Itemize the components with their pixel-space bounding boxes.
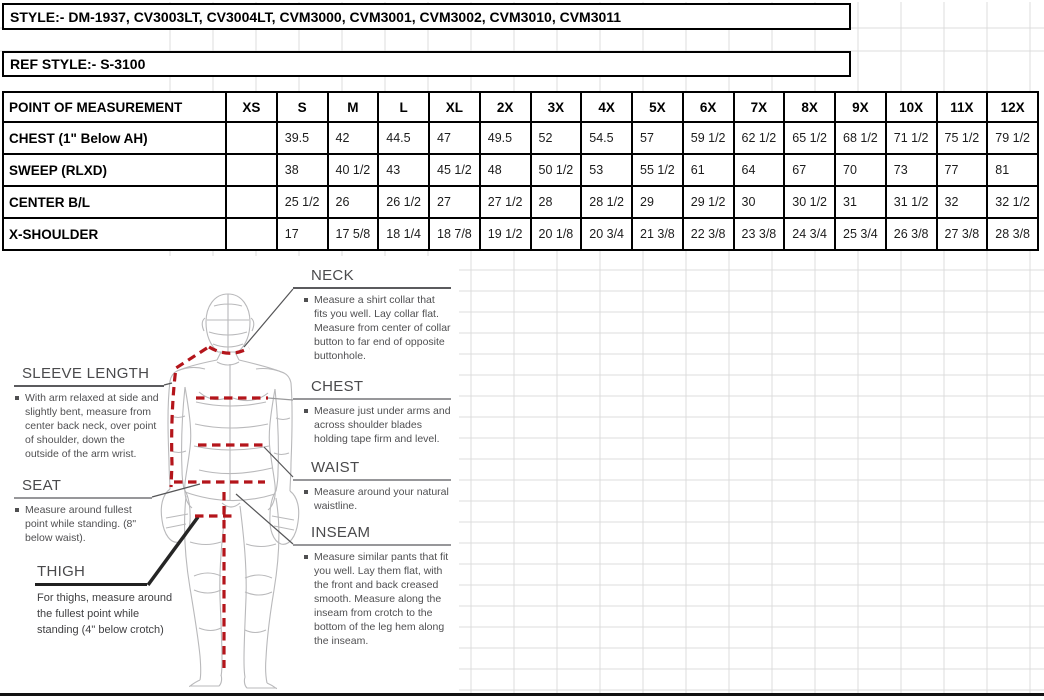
size-value-cell: 30 <box>734 186 785 218</box>
seat-label: SEAT <box>14 477 152 499</box>
size-value-cell: 81 <box>987 154 1038 186</box>
size-value-cell: 53 <box>581 154 632 186</box>
ref-style-text: REF STYLE:- S-3100 <box>10 56 146 72</box>
size-value-cell: 59 1/2 <box>683 122 734 154</box>
size-value-cell: 32 <box>937 186 988 218</box>
size-value-cell <box>226 122 277 154</box>
size-value-cell: 65 1/2 <box>784 122 835 154</box>
column-header-size: 7X <box>734 92 785 122</box>
column-header-size: 6X <box>683 92 734 122</box>
column-header-size: 4X <box>581 92 632 122</box>
size-value-cell: 25 3/4 <box>835 218 886 250</box>
size-value-cell: 79 1/2 <box>987 122 1038 154</box>
measurement-label-cell: CHEST (1" Below AH) <box>3 122 226 154</box>
size-value-cell: 70 <box>835 154 886 186</box>
size-value-cell: 17 <box>277 218 328 250</box>
thigh-description: For thighs, measure around the fullest point while standing (4" below crotch) <box>37 592 173 636</box>
size-value-cell: 19 1/2 <box>480 218 531 250</box>
style-row <box>2 3 851 30</box>
size-value-cell: 27 1/2 <box>480 186 531 218</box>
size-value-cell: 22 3/8 <box>683 218 734 250</box>
size-value-cell: 32 1/2 <box>987 186 1038 218</box>
size-value-cell: 28 3/8 <box>987 218 1038 250</box>
size-value-cell: 61 <box>683 154 734 186</box>
guide-section-neck <box>293 267 451 364</box>
size-value-cell: 62 1/2 <box>734 122 785 154</box>
size-value-cell: 29 1/2 <box>683 186 734 218</box>
column-header-point-of-measurement: POINT OF MEASUREMENT <box>3 92 226 122</box>
size-value-cell: 20 1/8 <box>531 218 582 250</box>
guide-section-chest <box>293 378 451 447</box>
waist-label: WAIST <box>293 459 451 481</box>
neck-measure-line <box>209 347 249 353</box>
neck-description: Measure a shirt collar that fits you well. Lay collar flat. Measure from center of collar button to far end of opposite buttonhole. <box>314 294 451 362</box>
sleeve-length-label: SLEEVE LENGTH <box>14 365 164 387</box>
bullet-square-icon <box>304 490 308 494</box>
size-value-cell: 24 3/4 <box>784 218 835 250</box>
size-value-cell <box>226 218 277 250</box>
column-header-size: 12X <box>987 92 1038 122</box>
column-header-size: 8X <box>784 92 835 122</box>
size-value-cell: 57 <box>632 122 683 154</box>
guide-section-sleeve-length <box>14 365 164 462</box>
guide-section-waist <box>293 459 451 514</box>
size-value-cell: 54.5 <box>581 122 632 154</box>
size-value-cell: 47 <box>429 122 480 154</box>
size-value-cell: 28 <box>531 186 582 218</box>
guide-section-seat <box>14 477 152 546</box>
bullet-square-icon <box>15 508 19 512</box>
column-header-size: L <box>378 92 429 122</box>
column-header-size: M <box>328 92 379 122</box>
size-value-cell: 77 <box>937 154 988 186</box>
size-value-cell: 43 <box>378 154 429 186</box>
guide-section-inseam <box>293 524 451 649</box>
column-header-size: 10X <box>886 92 937 122</box>
style-line-text: STYLE:- DM-1937, CV3003LT, CV3004LT, CVM3000, CVM3001, CVM3002, CVM3010, CVM3011 <box>10 8 622 25</box>
size-value-cell: 26 1/2 <box>378 186 429 218</box>
bullet-square-icon <box>304 298 308 302</box>
inseam-description: Measure similar pants that fit you well. Lay them flat, with the front and back creased smooth. Measure along the inseam from crotch to the bottom of the leg hem along the inseam. <box>314 551 449 647</box>
size-value-cell: 42 <box>328 122 379 154</box>
size-value-cell: 18 1/4 <box>378 218 429 250</box>
size-value-cell <box>226 186 277 218</box>
size-value-cell: 20 3/4 <box>581 218 632 250</box>
seat-description: Measure around fullest point while standing. (8" below waist). <box>25 504 137 544</box>
size-value-cell: 25 1/2 <box>277 186 328 218</box>
table-row <box>3 154 1038 186</box>
size-value-cell: 40 1/2 <box>328 154 379 186</box>
size-value-cell: 31 1/2 <box>886 186 937 218</box>
table-row <box>3 122 1038 154</box>
size-value-cell: 64 <box>734 154 785 186</box>
waist-description: Measure around your natural waistline. <box>314 486 449 512</box>
size-value-cell: 26 3/8 <box>886 218 937 250</box>
measurement-diagram <box>0 256 459 693</box>
size-table-header-row <box>3 92 1038 122</box>
measurement-label-cell: CENTER B/L <box>3 186 226 218</box>
inseam-label: INSEAM <box>293 524 451 546</box>
size-value-cell: 28 1/2 <box>581 186 632 218</box>
size-value-cell: 39.5 <box>277 122 328 154</box>
thigh-label: THIGH <box>35 563 147 586</box>
chest-label: CHEST <box>293 378 451 400</box>
size-value-cell: 52 <box>531 122 582 154</box>
column-header-size: 11X <box>937 92 988 122</box>
size-value-cell: 27 <box>429 186 480 218</box>
size-value-cell: 23 3/8 <box>734 218 785 250</box>
table-row <box>3 218 1038 250</box>
size-value-cell: 30 1/2 <box>784 186 835 218</box>
neck-label: NECK <box>293 267 451 289</box>
bullet-square-icon <box>304 555 308 559</box>
size-value-cell: 27 3/8 <box>937 218 988 250</box>
size-value-cell: 68 1/2 <box>835 122 886 154</box>
size-value-cell <box>226 154 277 186</box>
chest-leader-line <box>268 398 293 400</box>
size-value-cell: 31 <box>835 186 886 218</box>
size-value-cell: 38 <box>277 154 328 186</box>
chest-description: Measure just under arms and across shoulder blades holding tape firm and level. <box>314 405 451 445</box>
column-header-size: 3X <box>531 92 582 122</box>
column-header-size: 2X <box>480 92 531 122</box>
size-table <box>2 91 1039 251</box>
size-value-cell: 48 <box>480 154 531 186</box>
size-value-cell: 55 1/2 <box>632 154 683 186</box>
measurement-label-cell: SWEEP (RLXD) <box>3 154 226 186</box>
size-value-cell: 44.5 <box>378 122 429 154</box>
size-value-cell: 50 1/2 <box>531 154 582 186</box>
size-value-cell: 17 5/8 <box>328 218 379 250</box>
size-value-cell: 21 3/8 <box>632 218 683 250</box>
size-value-cell: 45 1/2 <box>429 154 480 186</box>
bottom-border <box>0 693 1044 696</box>
size-value-cell: 29 <box>632 186 683 218</box>
ref-style-row <box>2 51 851 77</box>
column-header-size: XS <box>226 92 277 122</box>
column-header-size: 9X <box>835 92 886 122</box>
bullet-square-icon <box>304 409 308 413</box>
sleeve-length-description: With arm relaxed at side and slightly bent, measure from center back neck, over point of shoulder, down the outside of the arm wrist. <box>25 392 159 460</box>
sleeve-leader-line <box>164 383 172 385</box>
thigh-leader-line <box>148 517 198 585</box>
column-header-size: 5X <box>632 92 683 122</box>
table-row <box>3 186 1038 218</box>
column-header-size: S <box>277 92 328 122</box>
size-value-cell: 73 <box>886 154 937 186</box>
guide-section-thigh <box>35 563 173 639</box>
bullet-square-icon <box>15 396 19 400</box>
size-value-cell: 26 <box>328 186 379 218</box>
column-header-size: XL <box>429 92 480 122</box>
inseam-leader-line <box>236 494 293 544</box>
size-value-cell: 67 <box>784 154 835 186</box>
size-value-cell: 18 7/8 <box>429 218 480 250</box>
size-value-cell: 49.5 <box>480 122 531 154</box>
size-value-cell: 71 1/2 <box>886 122 937 154</box>
measurement-label-cell: X-SHOULDER <box>3 218 226 250</box>
size-value-cell: 75 1/2 <box>937 122 988 154</box>
